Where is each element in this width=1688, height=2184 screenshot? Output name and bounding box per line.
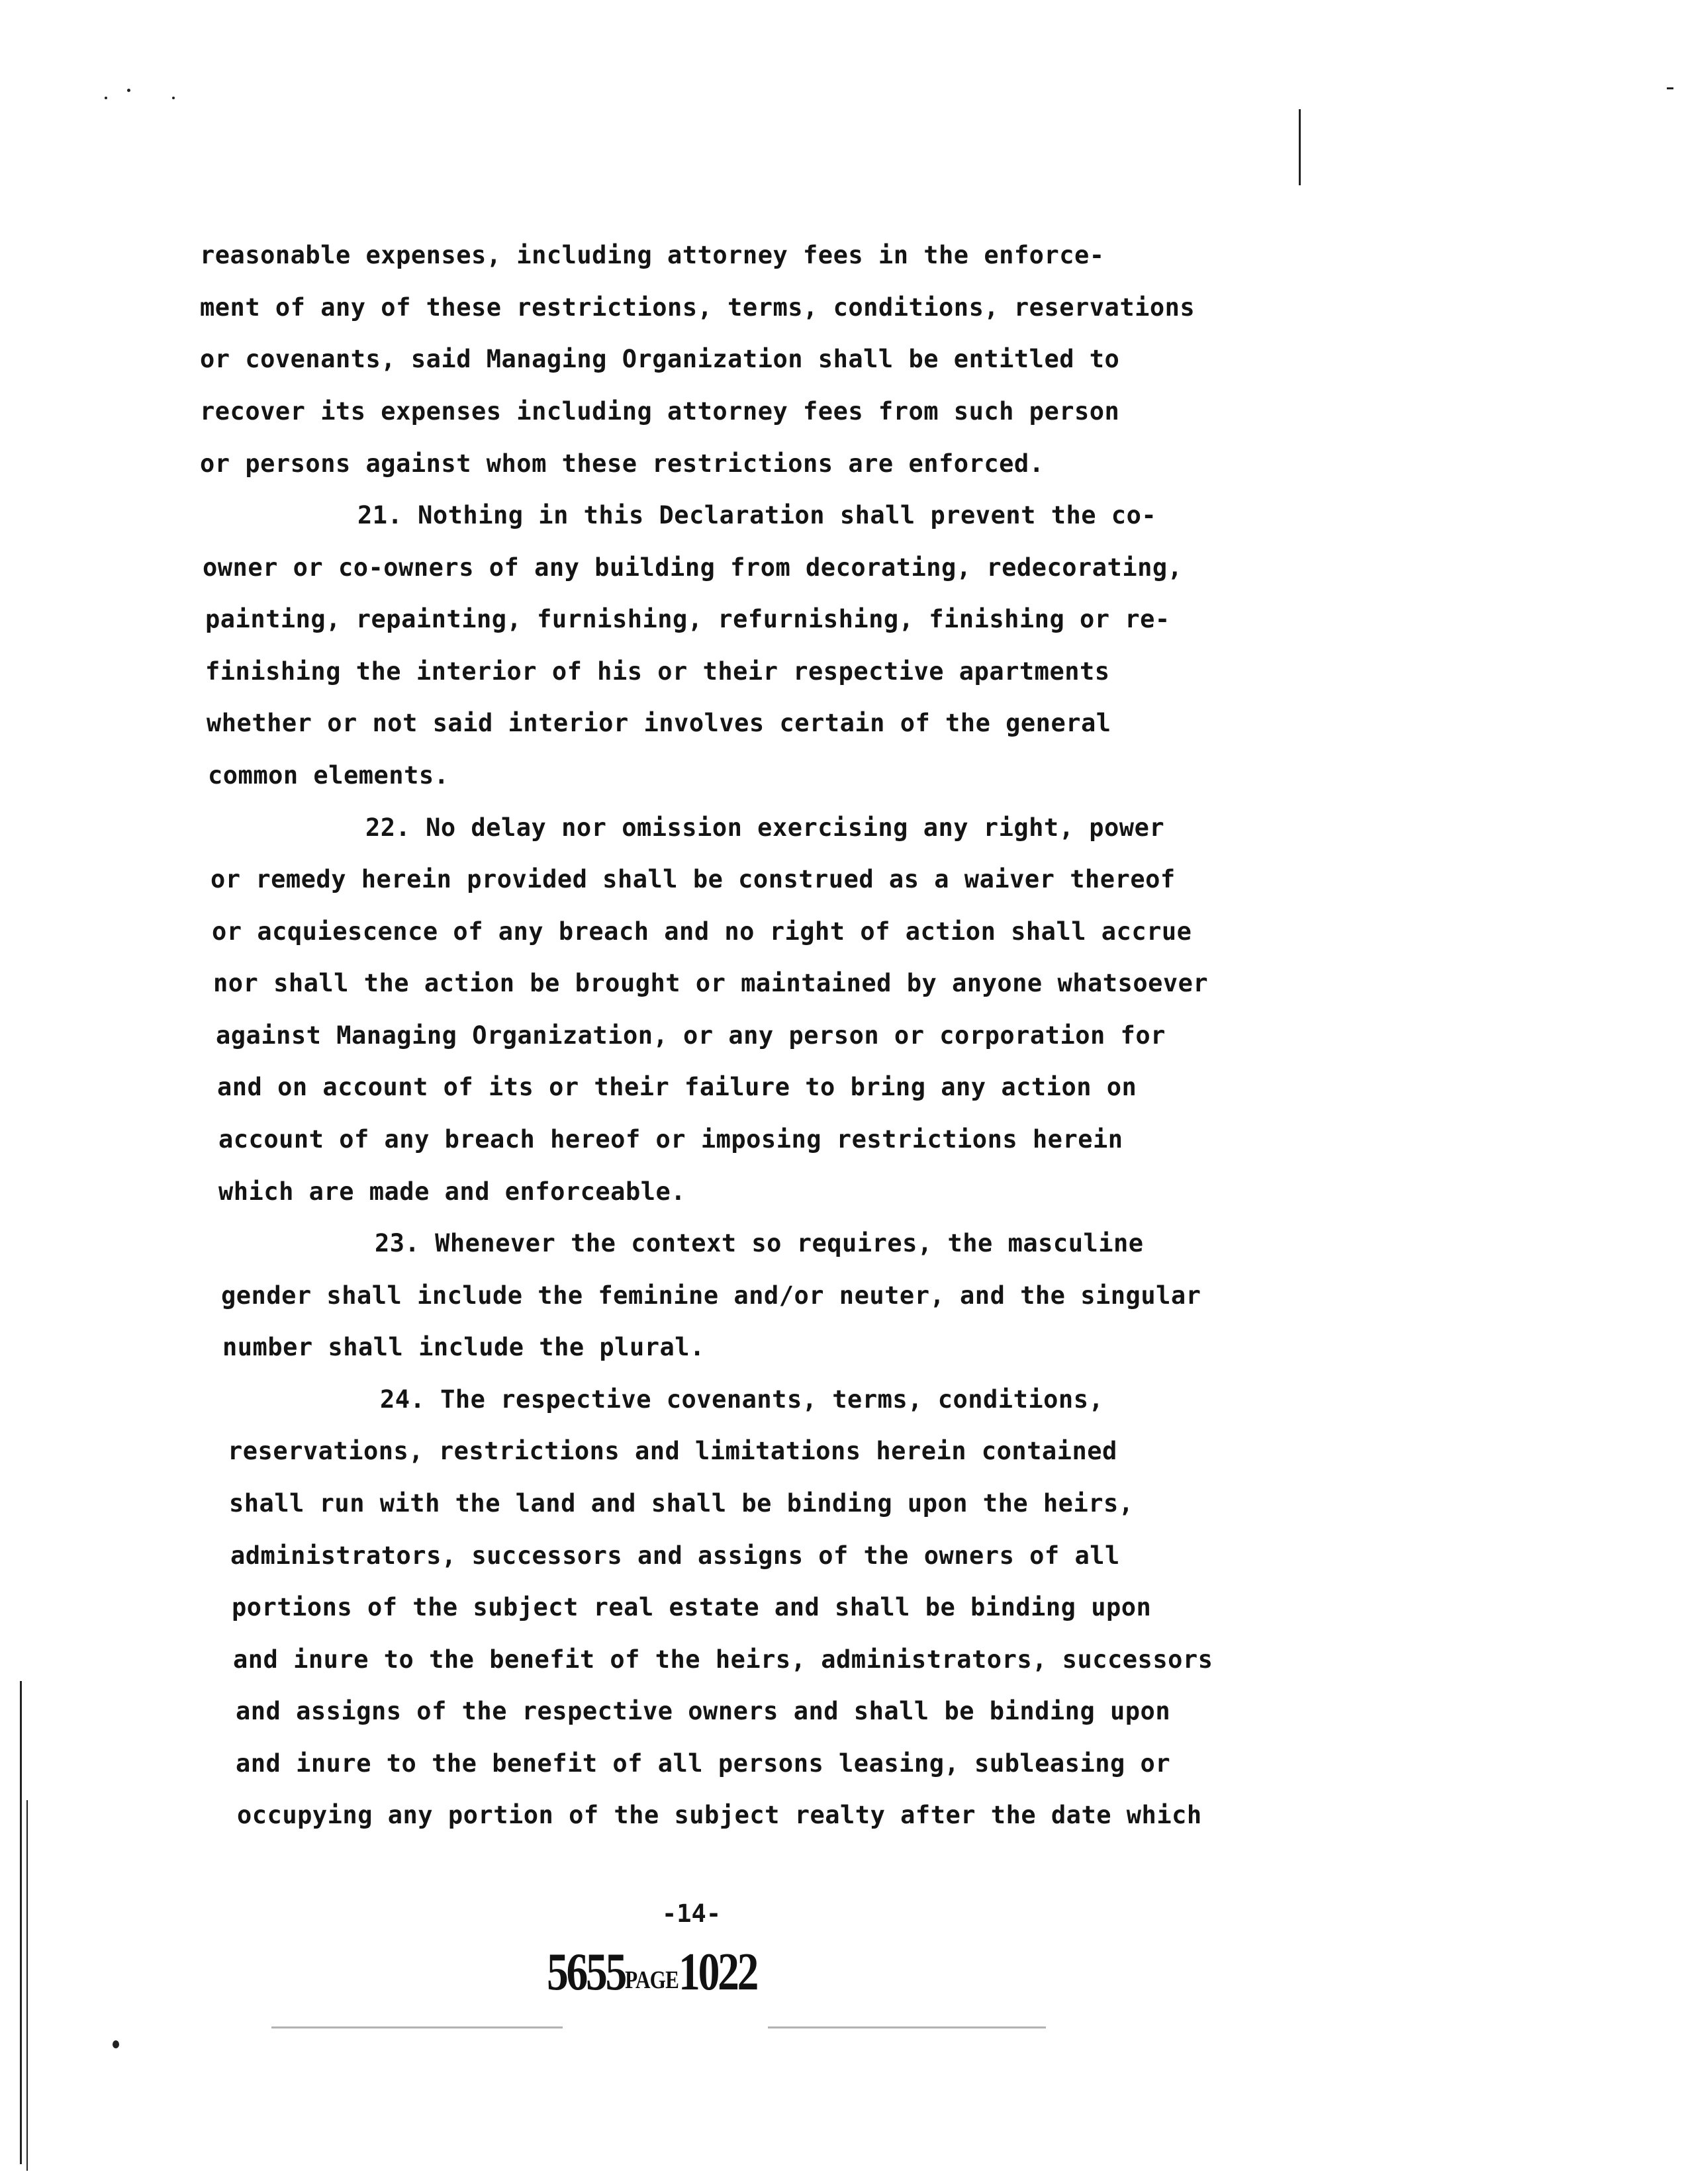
stamp-page-number: 1022 [679, 1943, 757, 2001]
scan-edge-line [26, 1800, 28, 2171]
text-line: or remedy herein provided shall be construed as a waiver thereof [211, 865, 1176, 893]
scan-speck [1667, 87, 1673, 89]
scan-edge-line [20, 1681, 22, 2164]
text-line: 22. No delay nor omission exercising any right, power [365, 813, 1165, 842]
scan-speck [105, 97, 107, 99]
text-line: account of any breach hereof or imposing restrictions herein [218, 1125, 1123, 1154]
scan-edge-line [1299, 109, 1301, 185]
text-line: finishing the interior of his or their respective apartments [205, 657, 1110, 686]
text-line: reasonable expenses, including attorney fees in the enforce- [200, 241, 1105, 269]
text-line: owner or co-owners of any building from decorating, redecorating, [203, 553, 1183, 582]
text-line: gender shall include the feminine and/or neuter, and the singular [221, 1281, 1201, 1310]
text-line: and assigns of the respective owners and shall be binding upon [236, 1697, 1171, 1725]
text-line: painting, repainting, furnishing, refurnishing, finishing or re- [205, 605, 1170, 633]
text-line: against Managing Organization, or any person or corporation for [216, 1021, 1166, 1050]
text-line: or acquiescence of any breach and no right of action shall accrue [212, 917, 1192, 946]
stamp-page-label: PAGE [625, 1966, 679, 1994]
text-line: 24. The respective covenants, terms, conditions, [380, 1385, 1104, 1414]
text-line: nor shall the action be brought or maintained by anyone whatsoever [213, 969, 1209, 997]
text-line: whether or not said interior involves certain of the general [207, 709, 1111, 737]
text-line: reservations, restrictions and limitations herein contained [228, 1437, 1117, 1465]
recording-stamp [547, 1942, 757, 2003]
text-line: recover its expenses including attorney fees from such person [200, 397, 1120, 426]
scan-noise-strip [271, 2026, 563, 2028]
stamp-book-number: 5655 [547, 1943, 626, 2001]
text-line: which are made and enforceable. [218, 1177, 686, 1206]
text-line: portions of the subject real estate and shall be binding upon [232, 1593, 1152, 1621]
text-line: common elements. [208, 761, 449, 790]
scan-noise-strip [768, 2026, 1046, 2028]
text-line: and inure to the benefit of the heirs, administrators, successors [233, 1645, 1213, 1674]
text-line: and inure to the benefit of all persons leasing, subleasing or [236, 1749, 1171, 1778]
text-line: occupying any portion of the subject realty after the date which [237, 1801, 1202, 1829]
page-number: -14- [662, 1899, 722, 1928]
scan-speck [172, 97, 175, 99]
text-line: or covenants, said Managing Organization shall be entitled to [200, 345, 1120, 373]
text-line: number shall include the plural. [222, 1333, 705, 1361]
scan-speck [113, 2040, 119, 2048]
text-line: 21. Nothing in this Declaration shall prevent the co- [357, 501, 1157, 529]
scan-speck [127, 89, 130, 92]
text-line: administrators, successors and assigns of the owners of all [230, 1541, 1120, 1570]
text-line: shall run with the land and shall be binding upon the heirs, [229, 1489, 1134, 1518]
text-line: or persons against whom these restrictions are enforced. [200, 449, 1045, 478]
text-line: and on account of its or their failure to bring any action on [217, 1073, 1137, 1101]
text-line: 23. Whenever the context so requires, the masculine [375, 1229, 1144, 1257]
text-line: ment of any of these restrictions, terms, conditions, reservations [200, 293, 1196, 322]
